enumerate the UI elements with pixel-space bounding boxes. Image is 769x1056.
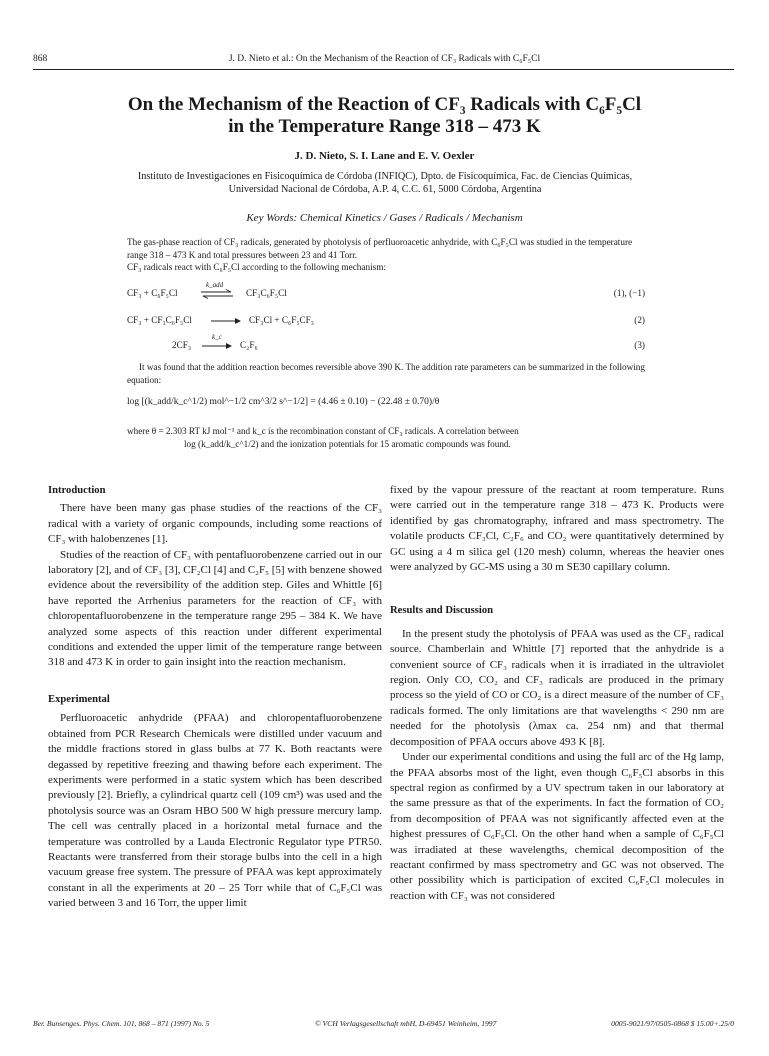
results-paragraph-2: Under our experimental conditions and using the full arc of the Hg lamp, the PFAA absorbs most of the light, even though C₆F₅Cl absorbs in this spectral region as confirmed by a UV spectrum taken in our laboratory at the same pressure as that of the experiments. In fact the formation of CO₂ from decomposition of PFAA was not significantly affected even at the highest pressures of C₆F₅Cl. On the other hand when a sample of C₆F₅Cl was irradiated at these wavelengths, chemical decomposition of the reactant confirmed by mass spectrometry and GC was not observed. The other possibility which is participation of excited C₆F₅Cl molecules in reaction with CF₃ was not considered xyxy=(390,751,724,902)
arrow-right-icon xyxy=(210,317,242,325)
footer-code: 0005-9021/97/0505-0868 $ 15.00+.25/0 xyxy=(611,1019,734,1028)
abstract-paragraph-3: where θ = 2.303 RT kJ mol⁻¹ and k_c is the recombination constant of CF₃ radicals. A correlation between xyxy=(127,426,519,436)
running-title: J. D. Nieto et al.: On the Mechanism of the Reaction of CF₃ Radicals with C₆F₅Cl xyxy=(228,54,541,64)
rate-equation: log [(k_add/k_c^1/2) mol^−1/2 cm^3/2 s^−1/2] = (4.46 ± 0.10) − (22.48 ± 0.70)/θ xyxy=(127,397,440,407)
equation-1-rhs: CF₃C₆F₅Cl xyxy=(246,288,287,298)
section-heading-results: Results and Discussion xyxy=(390,605,494,617)
equilibrium-arrow-icon xyxy=(200,289,234,299)
section-heading-experimental: Experimental xyxy=(48,693,110,705)
affiliation-line-2: Universidad Nacional de Córdoba, A.P. 4, C.C. 61, 5000 Córdoba, Argentina xyxy=(228,184,542,195)
results-paragraph-1: In the present study the photolysis of PFAA was used as the CF₃ radical source. Chamberlain and Whittle [7] reported that the anhydride is a convenient source of CF₃ radicals when it is irradiated in the ultraviolet region. Only CO, CO₂ and CF₃ radicals are produced in the primary process so the yield of CO or CO₂ is a direct measure of the number of CF₃ radicals formed. The only limitations are that wavelengths < 290 nm are needed for the photolysis (λmax ca. 254 nm) and that thermal decomposition of PFAA occurs above 493 K [8]. xyxy=(390,627,724,748)
page-number: 868 xyxy=(33,54,48,64)
equation-2-number: (2) xyxy=(634,315,645,325)
abstract-paragraph-1: The gas-phase reaction of CF₃ radicals, generated by photolysis of perfluoroacetic anhydride, with C₆F₅Cl was studied in the temperature range 318 – 473 K and total pressures between 23 and 41 Torr. xyxy=(127,237,633,260)
right-column xyxy=(390,483,724,904)
intro-paragraph-2: Studies of the reaction of CF₃ with pentafluorobenzene carried out in our laboratory [2], and of CF₃ [3], CF₂Cl [4] and C₂F₅ [5] with benzene showed evidence about the reversibility of the addition step. Giles and Whittle [6] have reported the Arrhenius parameters for the reaction of CF₃ with chloropentafluorobenzene in the temperature range 295 – 384 K. We have analyzed some aspects of this reaction under different experimental conditions and extended the upper limit of the temperature range between 318 and 473 K in order to gain insight into the reaction mechanism. xyxy=(48,548,382,669)
experimental-paragraph-1: Perfluoroacetic anhydride (PFAA) and chloropentafluorobenzene obtained from PCR Research Chemicals were distilled under vacuum and the middle fractions stored in glass bulbs at 77 K. Both reactants were degassed by repetitive freezing and thawing before each experiment. The experiments were performed in a static system which has been described previously [2]. Briefly, a cylindrical quartz cell (109 cm³) was used and the photolysis source was an Osram HBO 500 W high pressure mercury lamp. The cell was centrally placed in a horizontal metal furnace and the temperature was controlled by a Lauda Electronic Regulator type PTR50. Reactants were transferred from their storage bulbs into the cell in a high vacuum grease free system. The pressure of PFAA was kept approximately constant in all the experiments at 20 – 25 Torr while that of C₆F₅Cl was varied between 3 and 16 Torr, the upper limit xyxy=(48,712,382,910)
equation-2-rhs: CF₃Cl + C₆F₅CF₃ xyxy=(249,315,314,325)
affiliation xyxy=(90,170,680,196)
header-rule xyxy=(33,69,734,70)
abstract-paragraph-2: It was found that the addition reaction becomes reversible above 390 K. The addition rate parameters can be summarized in the following equation: xyxy=(127,362,645,385)
arrow-right-icon xyxy=(201,342,233,350)
equation-3-lhs: 2CF₃ xyxy=(172,340,192,350)
title-line-1: On the Mechanism of the Reaction of CF₃ Radicals with C₆F₅Cl xyxy=(127,94,642,115)
abstract-intro xyxy=(127,236,645,274)
section-heading-introduction: Introduction xyxy=(48,485,106,496)
abstract-mechanism-lead: CF₃ radicals react with C₆F₅Cl according to the following mechanism: xyxy=(127,262,386,272)
equation-1-arrow-label: k_add xyxy=(206,281,224,289)
equation-1-number: (1), (−1) xyxy=(613,288,645,298)
article-title xyxy=(40,94,729,138)
left-column xyxy=(48,483,382,912)
footer-journal-citation: Ber. Bunsenges. Phys. Chem. 101, 868 – 871 (1997) No. 5 xyxy=(33,1019,210,1028)
equation-3-arrow-label: k_c xyxy=(212,333,222,341)
equation-3-rhs: C₂F₆ xyxy=(240,340,258,350)
equation-3-number: (3) xyxy=(634,340,645,350)
equation-1-lhs: CF₃ + C₆F₅Cl xyxy=(127,288,178,298)
intro-paragraph-1: There have been many gas phase studies of the reactions of the CF₃ radical with a variety of organic compounds, including some reactions of CF₃ with halobenzenes [1]. xyxy=(48,502,382,546)
equation-2-lhs: CF₃ + CF₃C₆F₅Cl xyxy=(127,315,192,325)
experimental-paragraph-continued: fixed by the vapour pressure of the reactant at room temperature. Runs were carried out in the temperature range 318 – 473 K. Products were identified by gas chromatography, infrared and mass spectrometry. The volatile products CF₃Cl, C₂F₆ and CO₂ were quantitatively determined by GC using a 4 m silica gel (120 mesh) column, whereas the heavier ones were analyzed by GC-MS using a 30 m SE30 capillary column. xyxy=(390,484,724,574)
authors: J. D. Nieto, S. I. Lane and E. V. Oexler xyxy=(294,150,475,162)
affiliation-line-1: Instituto de Investigaciones en Fisicoquímica de Córdoba (INFIQC), Dpto. de Fisicoquímica, Fac. de Ciencias Químicas, xyxy=(137,171,633,182)
footer-publisher: © VCH Verlagsgesellschaft mbH, D-69451 Weinheim, 1997 xyxy=(315,1019,497,1028)
title-line-2: in the Temperature Range 318 – 473 K xyxy=(228,116,541,137)
abstract-paragraph-3-cont: log (k_add/k_c^1/2) and the ionization potentials for 15 aromatic compounds was found. xyxy=(184,438,511,449)
keywords: Key Words: Chemical Kinetics / Gases / Radicals / Mechanism xyxy=(246,212,523,224)
